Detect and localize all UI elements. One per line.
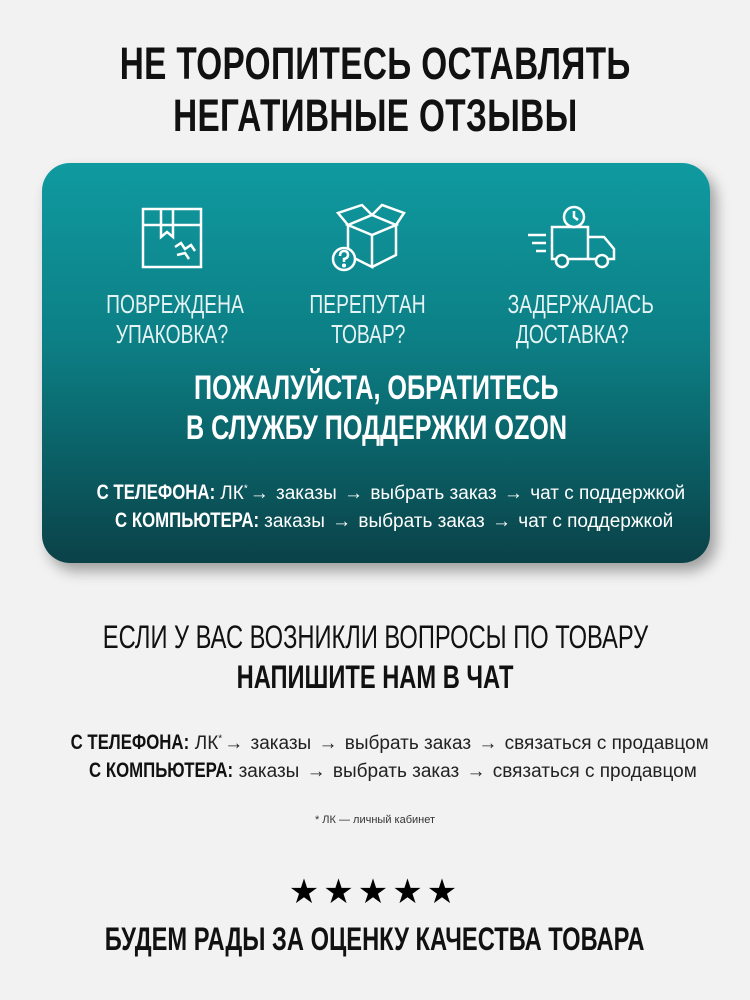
feature-wrong-product xyxy=(278,203,458,349)
arrow-icon: → xyxy=(313,733,343,754)
path-step: выбрать заказ xyxy=(358,511,485,532)
feature-1-line-2: УПАКОВКА? xyxy=(115,319,229,349)
arrow-icon: → xyxy=(249,483,269,504)
path-step: чат с поддержкой xyxy=(530,483,686,504)
delivery-truck-clock-icon xyxy=(522,203,622,273)
path-step: выбрать заказ xyxy=(370,483,497,504)
feature-damaged-packaging xyxy=(82,203,262,349)
path-step: заказы xyxy=(276,483,337,504)
path-step: связаться с продавцом xyxy=(492,761,697,782)
arrow-icon: → xyxy=(301,761,331,782)
phone-label: С ТЕЛЕФОНА: xyxy=(96,481,215,504)
path-step: заказы xyxy=(264,511,325,532)
open-box-question-icon xyxy=(328,203,408,273)
arrow-icon: → xyxy=(498,483,529,504)
path-step: ЛК xyxy=(194,733,219,754)
questions-line-1 xyxy=(0,618,750,656)
phone-label: С ТЕЛЕФОНА: xyxy=(70,731,190,754)
feature-3-line-1: ЗАДЕРЖАЛАСЬ xyxy=(507,289,654,319)
arrow-icon: → xyxy=(326,511,357,532)
footnote: * ЛК — личный кабинет xyxy=(314,814,436,826)
path-step: связаться с продавцом xyxy=(504,733,709,754)
path-step: чат с поддержкой xyxy=(518,511,674,532)
path-step: выбрать заказ xyxy=(332,761,460,782)
support-phone-path: С ТЕЛЕФОНА: ЛК* → заказы → выбрать заказ → чат с поддержкой xyxy=(96,481,686,504)
path-step: ЛК xyxy=(220,483,244,504)
rating-text-label: БУДЕМ РАДЫ ЗА ОЦЕНКУ КАЧЕСТВА ТОВАРА xyxy=(105,921,645,957)
title-line-1: НЕ ТОРОПИТЕСЬ ОСТАВЛЯТЬ xyxy=(119,38,631,89)
path-step: заказы xyxy=(238,761,300,782)
title-line-2: НЕГАТИВНЫЕ ОТЗЫВЫ xyxy=(172,90,578,141)
rating-text xyxy=(0,920,750,958)
support-heading-line-2: В СЛУЖБУ ПОДДЕРЖКИ OZON xyxy=(185,409,567,447)
support-heading-line-1: ПОЖАЛУЙСТА, ОБРАТИТЕСЬ xyxy=(193,369,559,407)
feature-delayed-delivery xyxy=(482,203,662,349)
questions-line-2-text: НАПИШИТЕ НАМ В ЧАТ xyxy=(236,659,514,695)
rating-stars-icon: ★★★★★ xyxy=(288,873,462,911)
arrow-icon: → xyxy=(473,733,503,754)
arrow-icon: → xyxy=(338,483,369,504)
support-computer-path xyxy=(42,509,710,533)
arrow-icon: → xyxy=(461,761,491,782)
page-title xyxy=(0,38,750,142)
support-card xyxy=(42,163,710,563)
questions-line-2 xyxy=(0,658,750,696)
arrow-icon: → xyxy=(486,511,517,532)
feature-2-line-1: ПЕРЕПУТАН xyxy=(309,289,427,319)
damaged-box-icon xyxy=(137,203,207,273)
path-step: заказы xyxy=(250,733,312,754)
path-step: выбрать заказ xyxy=(344,733,472,754)
questions-computer-path xyxy=(0,759,750,783)
questions-line-1-text: ЕСЛИ У ВАС ВОЗНИКЛИ ВОПРОСЫ ПО ТОВАРУ xyxy=(102,619,648,655)
computer-label: С КОМПЬЮТЕРА: xyxy=(114,509,259,532)
feature-2-line-2: ТОВАР? xyxy=(330,319,406,349)
questions-phone-path: С ТЕЛЕФОНА: ЛК* → заказы → выбрать заказ → связаться с продавцом xyxy=(70,731,709,754)
support-heading xyxy=(42,368,710,448)
feature-3-line-2: ДОСТАВКА? xyxy=(515,319,629,349)
arrow-icon: → xyxy=(224,733,244,754)
feature-1-line-1: ПОВРЕЖДЕНА xyxy=(106,289,244,319)
computer-label: С КОМПЬЮТЕРА: xyxy=(89,759,234,782)
